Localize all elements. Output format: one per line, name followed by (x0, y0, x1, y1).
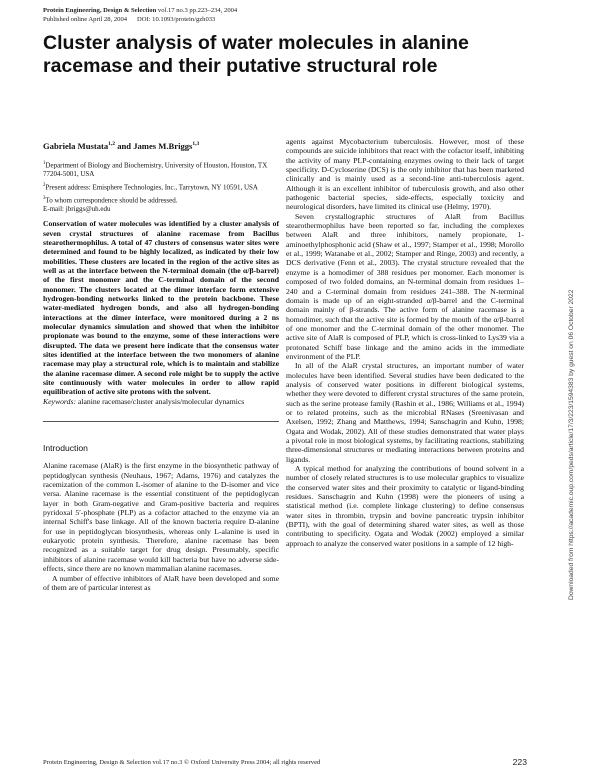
page-number: 223 (512, 757, 527, 767)
paragraph: In all of the AlaR crystal structures, an important number of water molecules have been identified. Several studies have been dedicated to the analysis of conserved water positions in different biological systems, whether they were devoted to different crystal structures of the same protein, such as the serine protease family (Rashin et al., 1986; Williams et al., 1994) or to related proteins, such as the microbial RNases (Sreenivasan and Axelsen, 1992; Zhang and Matthews, 1994; Sanschagrin and Kuhn, 1998; Ogata and Wodak, 2002). All of these studies demonstrated that water plays a pivotal role in most biological systems, by facilitating reactions, stabilizing three-dimensional structures or mediating interactions between proteins and ligands. (286, 361, 524, 464)
paragraph: A typical method for analyzing the contributions of bound solvent in a number of closely related structures is to use molecular graphics to visualize the conserved water sites and their proximity to catalytic or ligand-binding residues. Sanschagrin and Kuhn (1998) were the pioneers of using a statistical method (i.e. complete linkage clustering) to define consensus water sites in thrombin, trypsin and bovine pancreatic trypsin inhibitor (BPTI), with the goal of determining shared water sites, as well as those contributing to specificity. Ogata and Wodak (2002) employed a similar approach to analyze the conserved water positions in a sample of 12 high- (286, 464, 524, 548)
affiliation-2: $^2$Present address: Emisphere Technologies, Inc., Tarrytown, NY 10591, USA (43, 182, 258, 192)
published-date: Published online April 28, 2004 (43, 15, 128, 23)
page-footer (43, 759, 527, 766)
article-title: Cluster analysis of water molecules in alanine racemase and their putative structural role (43, 32, 469, 77)
journal-header (43, 7, 237, 24)
paragraph: A number of effective inhibitors of AlaR have been developed and some of them are of particular interest as (43, 573, 279, 592)
authors: Gabriela Mustata$^{1,2}$ and James M.Briggs$^{1,3}$ (43, 140, 200, 151)
volume-info: vol.17 no.3 pp.223–234, 2004 (157, 7, 238, 14)
right-column (286, 137, 524, 548)
download-watermark: Downloaded from https://academic.oup.com/peds/article/17/3/223/1594383 by guest on 06 October 2022 (568, 289, 575, 600)
correspondence-note: $^3$To whom correspondence should be addressed. (43, 195, 178, 204)
paragraph: Seven crystallographic structures of AlaR from Bacillus stearothermophilus have been reported so far, including the complexes between AlaR and three inhibitors, namely propionate, 1-aminoethylphosphonic acid (Shaw et al., 1997; Stamper et al., 1998; Morollo et al., 1999; Watanabe et al., 2002; Stamper and Ringe, 2003) and recently, a DCS derivative (Fenn et al., 2003). The crystal structure revealed that the enzyme is a homodimer of 388 residues per monomer. Each monomer is composed of two folded domains, an N-terminal domain from residues 1–240 and a C-terminal domain from residues 241–388. The N-terminal domain is made up of an eight-stranded α/β-barrel and the C-terminal domain mainly of β-strands. The active form of alanine racemase is a homodimer, such that the active site is formed by the mouth of the α/β-barrel of one monomer and the C-terminal domain of the other monomer. The active site of AlaR is composed of PLP, which is cross-linked to Lys39 via a protonated Schiff base linkage and the amino acids in the immediate environment of the PLP. (286, 211, 524, 361)
footer-text: Protein Engineering, Design & Selection vol.17 no.3 © Oxford University Press 2004; all rights reserved (43, 759, 321, 766)
left-column (43, 135, 279, 592)
section-heading-introduction: Introduction (43, 443, 88, 454)
section-divider (43, 421, 279, 422)
abstract: Conservation of water molecules was identified by a cluster analysis of seven crystal structures of alanine racemase from Bacillus stearothermophilus. A total of 47 clusters of consensus water sites were determined and found to be highly localized, as indicated by their low mobilities. These clusters are located in the region of the active sites as well as at the interface between the N-terminal domain (the α/β-barrel) of the first monomer and the C-terminal domain of the second monomer. The clusters located at the dimer interface form extensive hydrogen-bonding networks linked to the protein backbone. These water-mediated hydrogen bonds, and also all hydrogen-bonding interactions at the dimer interface, were monitored during a 2 ns molecular dynamics simulation and showed that when the inhibitor propionate was bound to the enzyme, some of these interactions were disrupted. The data we present here indicate that the consensus water sites identified at the interface between the two monomers of alanine racemase may play a structural role, which is to maintain and stabilize the alanine racemase dimer. A second role might be to supply the active site continuously with water molecules in order to allow rapid equilibration of active site protons with the solvent. (43, 219, 279, 397)
journal-name: Protein Engineering, Design & Selection (43, 7, 157, 14)
paragraph: agents against Mycobacterium tuberculosis. However, most of these compounds are suicide inhibitors that react with the cofactor itself, inhibiting the activity of many PLP-containing enzymes owing to their lack of target specificity. D-Cycloserine (DCS) is the only inhibitor that has been marketed clinically and is mainly used as a second-line anti-tuberculosis agent. Although it is an excellent inhibitor of tuberculosis growth, and also other pathogenic bacterial species, side-effects, especially toxicity and neurological disorders, have limited its clinical use (Helmy, 1970). (286, 137, 524, 212)
author-briggs[interactable]: James M.Briggs (133, 140, 193, 151)
doi: DOI: 10.1093/protein/gzh033 (136, 15, 216, 23)
paragraph: Alanine racemase (AlaR) is the first enzyme in the biosynthetic pathway of peptidoglycan synthesis (Neuhaus, 1967; Adams, 1976) and catalyzes the racemization of the common L-isomer of alanine to the D-isomer and vice versa. Alanine racemase is the essential constituent of the peptidoglycan layer in both Gram-negative and Gram-positive bacteria and requires pyridoxal 5′-phosphate (PLP) as a cofactor attached to the enzyme via an internal Schiff's base linkage. All of the known bacteria require D-alanine for use in peptidoglycan biosynthesis, whereas only L-alanine is used in eukaryotic protein synthesis. Therefore, alanine racemase has been recognized as a suitable target for drug design. Presumably, specific inhibitors of alanine racemase would kill bacteria but have no adverse side-effects, since there are no known mammalian alanine racemases. (43, 461, 279, 574)
keywords: Keywords: alanine racemase/cluster analysis/molecular dynamics (43, 396, 245, 406)
email[interactable]: E-mail: jbriggs@uh.edu (43, 204, 111, 213)
affiliation-1: $^1$Department of Biology and Biochemistry, University of Houston, Houston, TX 77204-5001, USA (43, 161, 268, 179)
author-mustata[interactable]: Gabriela Mustata (43, 140, 109, 151)
